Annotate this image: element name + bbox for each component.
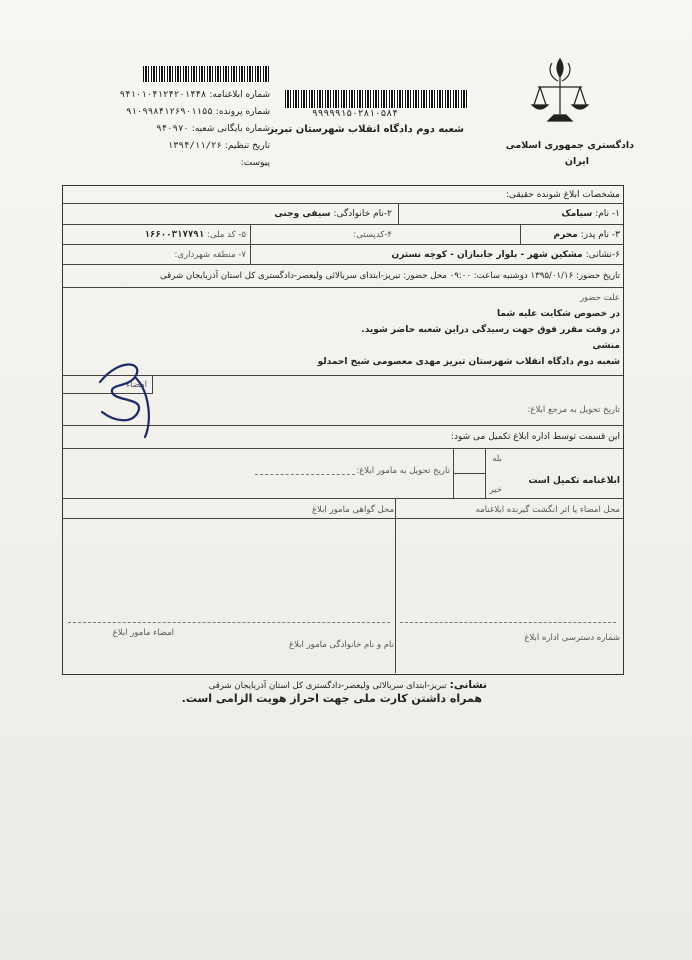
date-value: ۱۳۹۴/۱۱/۲۶ — [167, 140, 222, 151]
recipient-sign-label: محل امضاء یا اثر انگشت گیرنده ابلاغنامه — [475, 505, 620, 515]
national-value: ۱۶۶۰۰۳۱۷۷۹۱ — [144, 230, 205, 240]
date-label: تاریخ تنظیم: — [224, 140, 270, 151]
name-cell — [561, 208, 620, 220]
notice-number: ۹۴۱۰۱۰۴۱۲۴۲۰۱۴۴۸ — [119, 89, 207, 100]
footer-id-note: همراه داشتن کارت ملی جهت احراز هویت الزامی است. — [181, 692, 482, 705]
case-number: ۹۱۰۹۹۸۴۱۲۶۹۰۱۱۵۵ — [126, 106, 213, 117]
national-label: ۵- کد ملی: — [207, 230, 246, 240]
officer-name-label: نام و نام خانوادگی مامور ابلاغ — [289, 640, 394, 650]
delivery-authority-label: تاریخ تحویل به مرجع ابلاغ: — [527, 405, 620, 415]
footer-address-value: تبریز-ابتدای سربالائی ولیعصر-دادگستری کل استان آذربایجان شرقی — [208, 681, 447, 691]
family-label: ۲-نام خانوادگی: — [333, 209, 392, 219]
father-value: محرم — [553, 230, 578, 240]
center-barcode-number: ۹۹۹۹۹۱۵۰۲۸۱۰۵۸۴ — [312, 108, 398, 119]
footer-address — [209, 679, 487, 692]
center-barcode — [285, 90, 469, 108]
archive-number: ۹۴۰۹۷۰ — [156, 123, 189, 134]
officer-sign-label: امضاء مامور ابلاغ — [112, 628, 174, 638]
attachment-label: پیوست: — [240, 157, 270, 168]
access-number-label: شماره دسترسی اداره ابلاغ — [524, 633, 620, 643]
reason-label: علت حضور — [579, 293, 620, 303]
meta-block — [118, 88, 270, 169]
yes-option: بله — [492, 454, 502, 464]
no-option: خیر — [489, 485, 502, 495]
clerk-line: شعبه دوم دادگاه انقلاب شهرستان تبریز مهدی معصومی شیخ احمدلو — [317, 357, 620, 367]
left-barcode — [143, 66, 269, 82]
address-label: ۶-نشانی: — [585, 250, 620, 260]
section-title: مشخصات ابلاغ شونده حقیقی: — [505, 190, 620, 200]
justice-emblem-icon — [530, 55, 590, 130]
name-label: ۱- نام: — [595, 209, 620, 219]
postal-label: ۴-کدپستی: — [353, 230, 392, 240]
org-line1: دادگستری جمهوری اسلامی — [505, 140, 634, 151]
completed-label: ابلاغنامه تکمیل است — [528, 476, 620, 486]
archive-number-label: شماره بایگانی شعبه: — [191, 123, 270, 134]
signature-label: امضاء — [126, 380, 147, 390]
notice-number-label: شماره ابلاغنامه: — [209, 89, 270, 100]
handwritten-signature-icon — [90, 352, 170, 442]
family-value: سیفی وجنی — [274, 209, 331, 219]
name-value: سیامک — [561, 209, 593, 219]
national-cell — [145, 229, 246, 241]
officer-cert-label: محل گواهی مامور ابلاغ — [311, 505, 394, 515]
reason-line1: در خصوص شکایت علیه شما — [496, 309, 620, 319]
footer-address-label: نشانی: — [449, 679, 487, 691]
father-cell — [553, 229, 620, 241]
family-cell — [274, 208, 392, 220]
delivery-officer-label: تاریخ تحویل به مامور ابلاغ: — [356, 466, 450, 476]
hearing-line: تاریخ حضور: ۱۳۹۵/۰۱/۱۶ دوشنبه ساعت: ۰۹:۰۰ محل حضور: تبریز-ابتدای سربالائی ولیعصر-دادگستری کل استان آذربایجان شرقی — [159, 271, 620, 281]
completion-section-title: این قسمت توسط اداره ابلاغ تکمیل می شود: — [450, 432, 620, 442]
address-value: مشکین شهر - بلوار جانبازان - کوچه نسترن — [391, 250, 583, 260]
branch-title: شعبه دوم دادگاه انقلاب شهرستان تبریز — [268, 124, 464, 135]
reason-line2: در وقت مقرر فوق جهت رسیدگی دراین شعبه حاضر شوید. — [361, 325, 620, 335]
case-number-label: شماره پرونده: — [215, 106, 270, 117]
org-line2: ایران — [564, 156, 589, 167]
father-label: ۳- نام پدر: — [580, 230, 620, 240]
district-label: ۷- منطقه شهرداری: — [174, 250, 246, 260]
clerk-label: منشی — [592, 341, 620, 351]
address-cell — [392, 249, 620, 261]
